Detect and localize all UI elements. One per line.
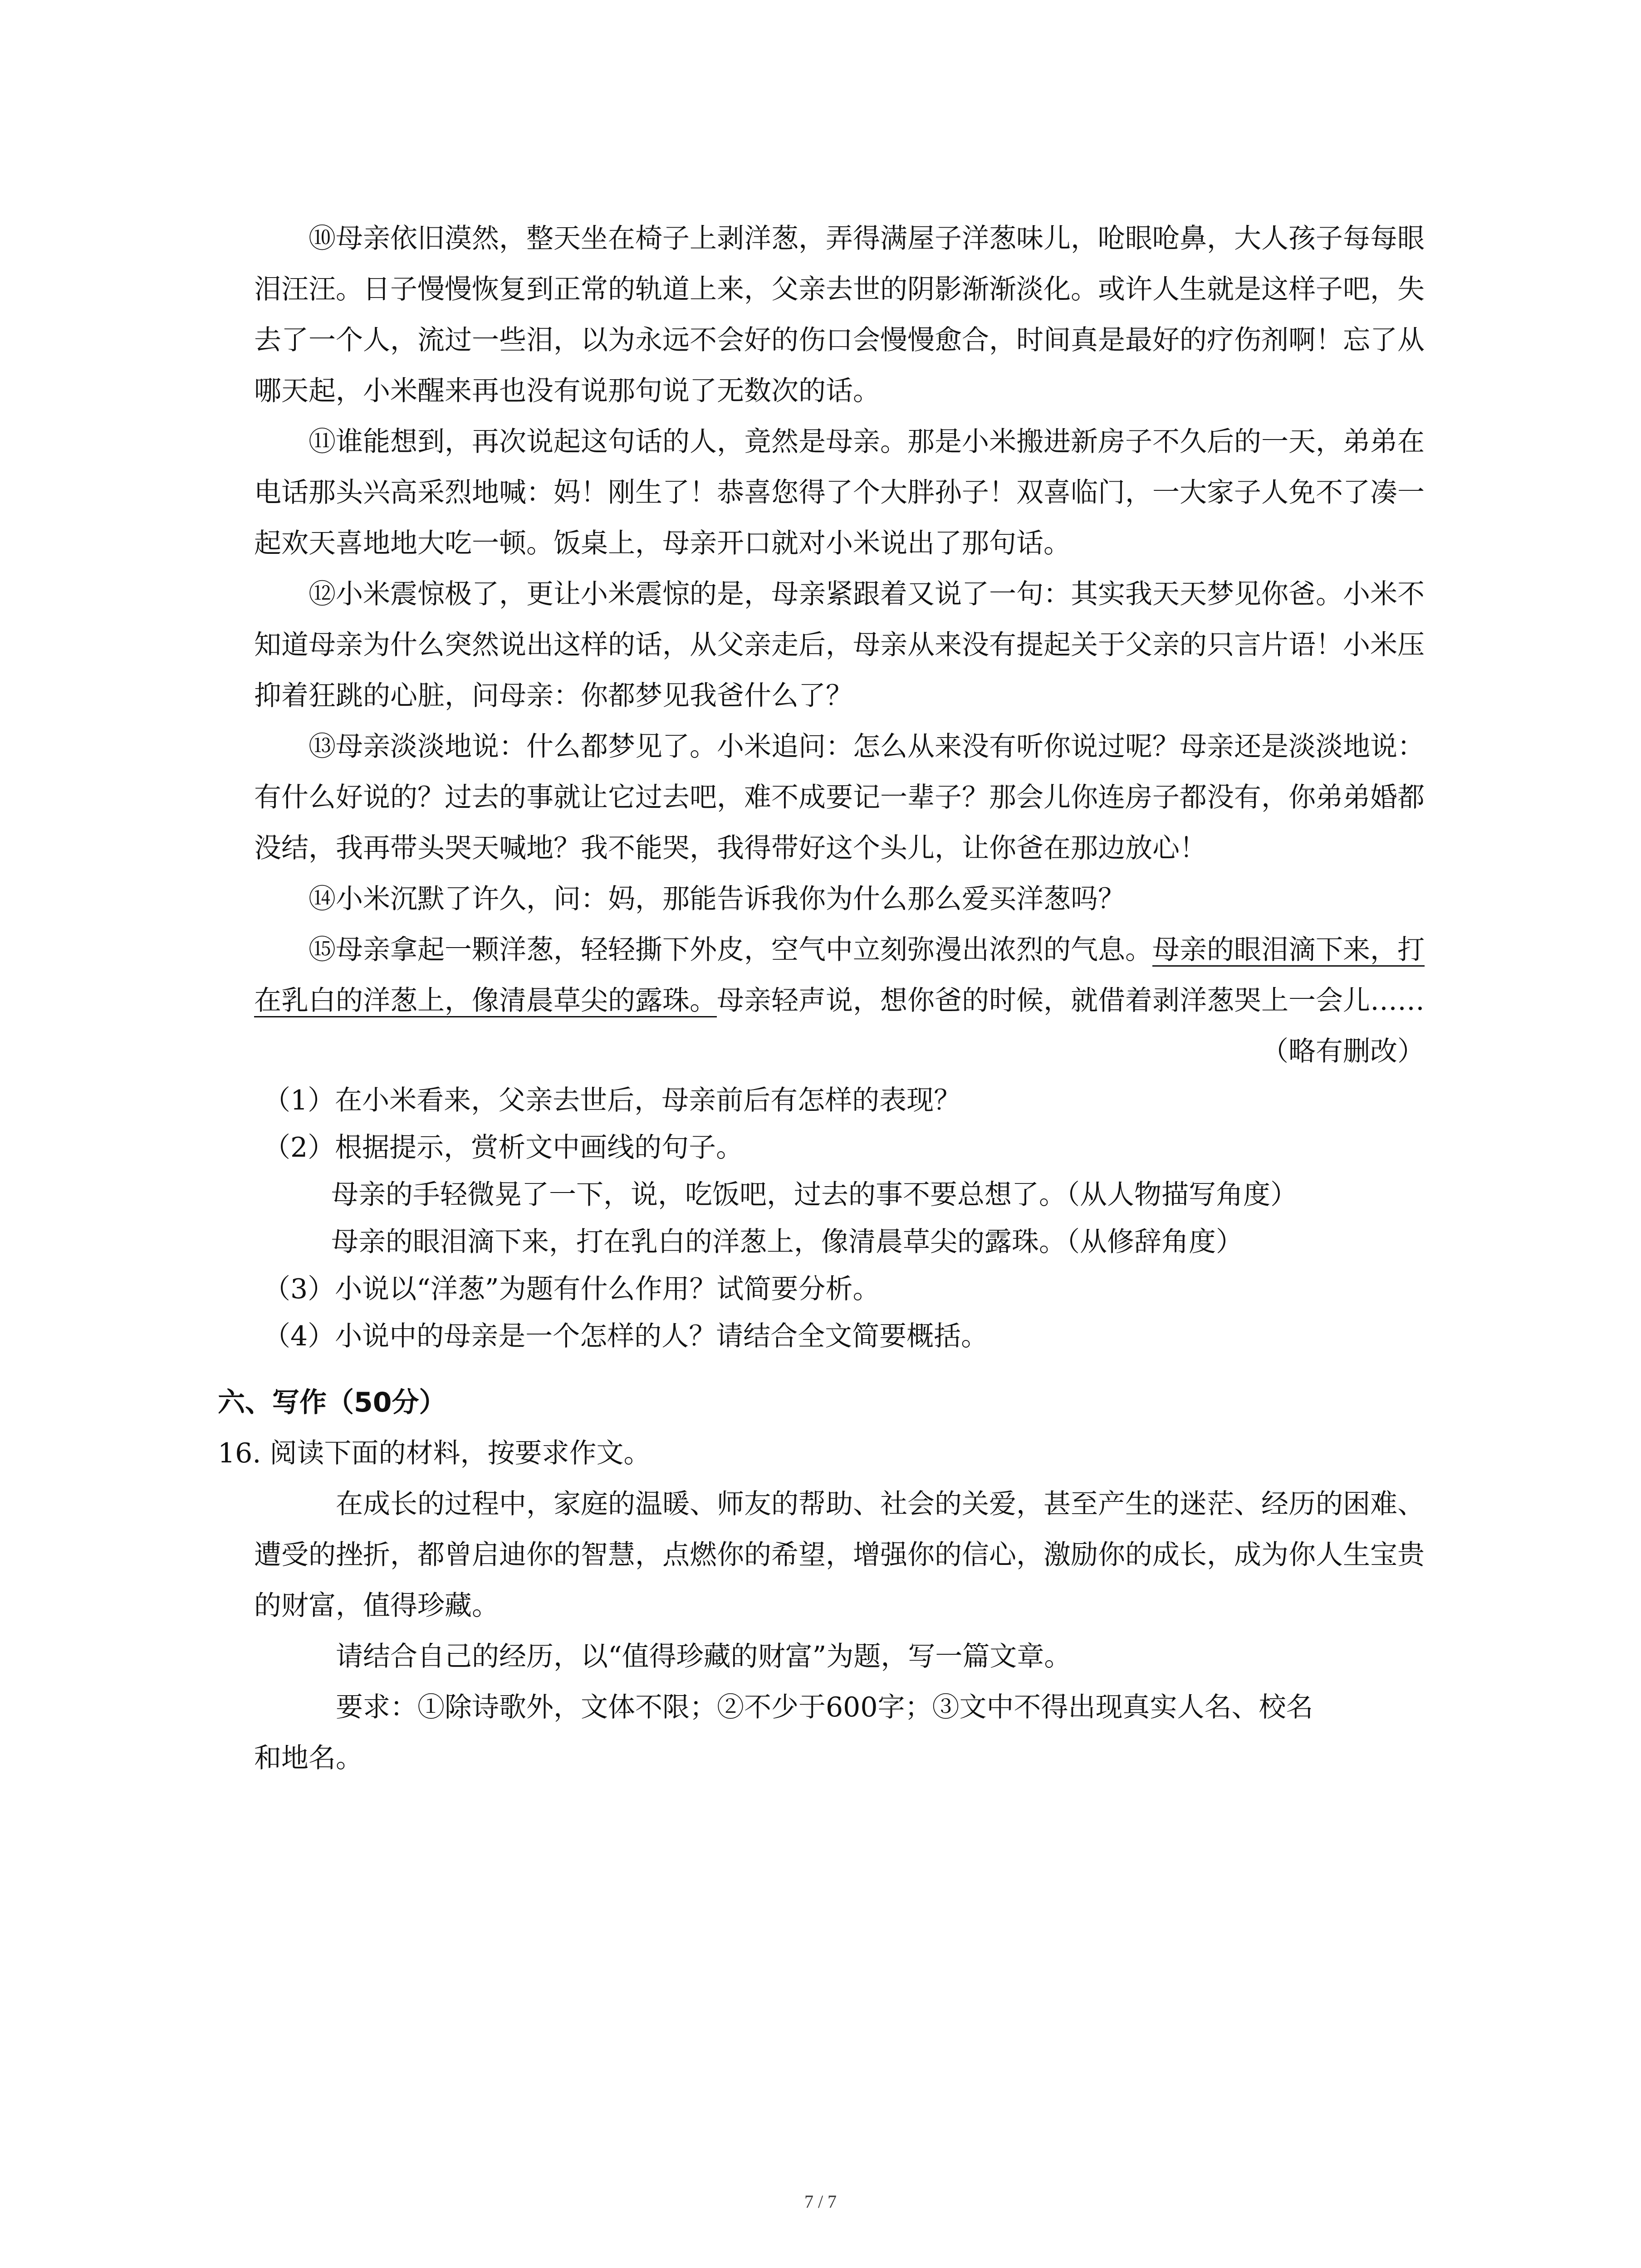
question-3: （3）小说以“洋葱”为题有什么作用？试简要分析。 <box>263 1273 880 1305</box>
underlined-sentence: 母亲的眼泪滴下来，打在乳白的洋葱上，像清晨草尖的露珠。 <box>254 934 1425 1017</box>
writing-requirements: 要求：①除诗歌外，文体不限；②不少于600字；③文中不得出现真实人名、校名 <box>336 1691 1313 1723</box>
question-2-sentence-2: 母亲的眼泪滴下来，打在乳白的洋葱上，像清晨草尖的露珠。（从修辞角度） <box>331 1226 1243 1258</box>
paragraph-15-after: 母亲轻声说，想你爸的时候，就借着剥洋葱哭上一会儿…… <box>717 985 1425 1017</box>
question-2-sentence-1: 母亲的手轻微晃了一下，说，吃饭吧，过去的事不要总想了。（从人物描写角度） <box>331 1179 1298 1211</box>
question-4: （4）小说中的母亲是一个怎样的人？请结合全文简要概括。 <box>263 1320 989 1352</box>
writing-task-instruction: 16. 阅读下面的材料，按要求作文。 <box>218 1437 651 1469</box>
writing-section-heading: 六、写作（50分） <box>218 1387 446 1418</box>
paragraph-15-before: ⑮母亲拿起一颗洋葱，轻轻撕下外皮，空气中立刻弥漫出浓烈的气息。 <box>309 934 1152 966</box>
story-paragraph-11: ⑪谁能想到，再次说起这句话的人，竟然是母亲。那是小米搬进新房子不久后的一天，弟弟在电话那头兴高采烈地喊：妈！刚生了！恭喜您得了个大胖孙子！双喜临门，一大家子人免不了凑一起欢天喜地地大吃一顿。饭桌上，母亲开口就对小米说出了那句话。 <box>254 426 1425 559</box>
story-paragraph-10: ⑩母亲依旧漠然，整天坐在椅子上剥洋葱，弄得满屋子洋葱味儿，呛眼呛鼻，大人孩子每每眼泪汪汪。日子慢慢恢复到正常的轨道上来，父亲去世的阴影渐渐淡化。或许人生就是这样子吧，失去了一个人，流过一些泪，以为永远不会好的伤口会慢慢愈合，时间真是最好的疗伤剂啊！忘了从哪天起，小米醒来再也没有说那句说了无数次的话。 <box>254 223 1425 407</box>
story-paragraph-12: ⑫小米震惊极了，更让小米震惊的是，母亲紧跟着又说了一句：其实我天天梦见你爸。小米不知道母亲为什么突然说出这样的话，从父亲走后，母亲从来没有提起关于父亲的只言片语！小米压抑着狂跳的心脏，问母亲：你都梦见我爸什么了？ <box>254 578 1425 712</box>
question-2: （2）根据提示，赏析文中画线的句子。 <box>263 1132 744 1163</box>
source-note: （略有删改） <box>1261 1036 1425 1067</box>
page-number: 7 / 7 <box>804 2191 837 2212</box>
story-paragraph-14: ⑭小米沉默了许久，问：妈，那能告诉我你为什么那么爱买洋葱吗？ <box>309 883 1125 915</box>
writing-prompt: 请结合自己的经历，以“值得珍藏的财富”为题，写一篇文章。 <box>336 1641 1072 1672</box>
story-paragraph-15 <box>254 924 1425 1026</box>
question-1: （1）在小米看来，父亲去世后，母亲前后有怎样的表现？ <box>263 1085 961 1116</box>
writing-requirements-continued: 和地名。 <box>254 1742 363 1774</box>
writing-material: 在成长的过程中，家庭的温暖、师友的帮助、社会的关爱，甚至产生的迷茫、经历的困难、遭受的挫折，都曾启迪你的智慧，点燃你的希望，增强你的信心，激励你的成长，成为你人生宝贵的财富，值得珍藏。 <box>254 1488 1425 1622</box>
story-paragraph-13: ⑬母亲淡淡地说：什么都梦见了。小米追问：怎么从来没有听你说过呢？母亲还是淡淡地说：有什么好说的？过去的事就让它过去吧，难不成要记一辈子？那会儿你连房子都没有，你弟弟婚都没结，我再带头哭天喊地？我不能哭，我得带好这个头儿，让你爸在那边放心！ <box>254 731 1425 864</box>
page-content <box>218 213 1425 1784</box>
